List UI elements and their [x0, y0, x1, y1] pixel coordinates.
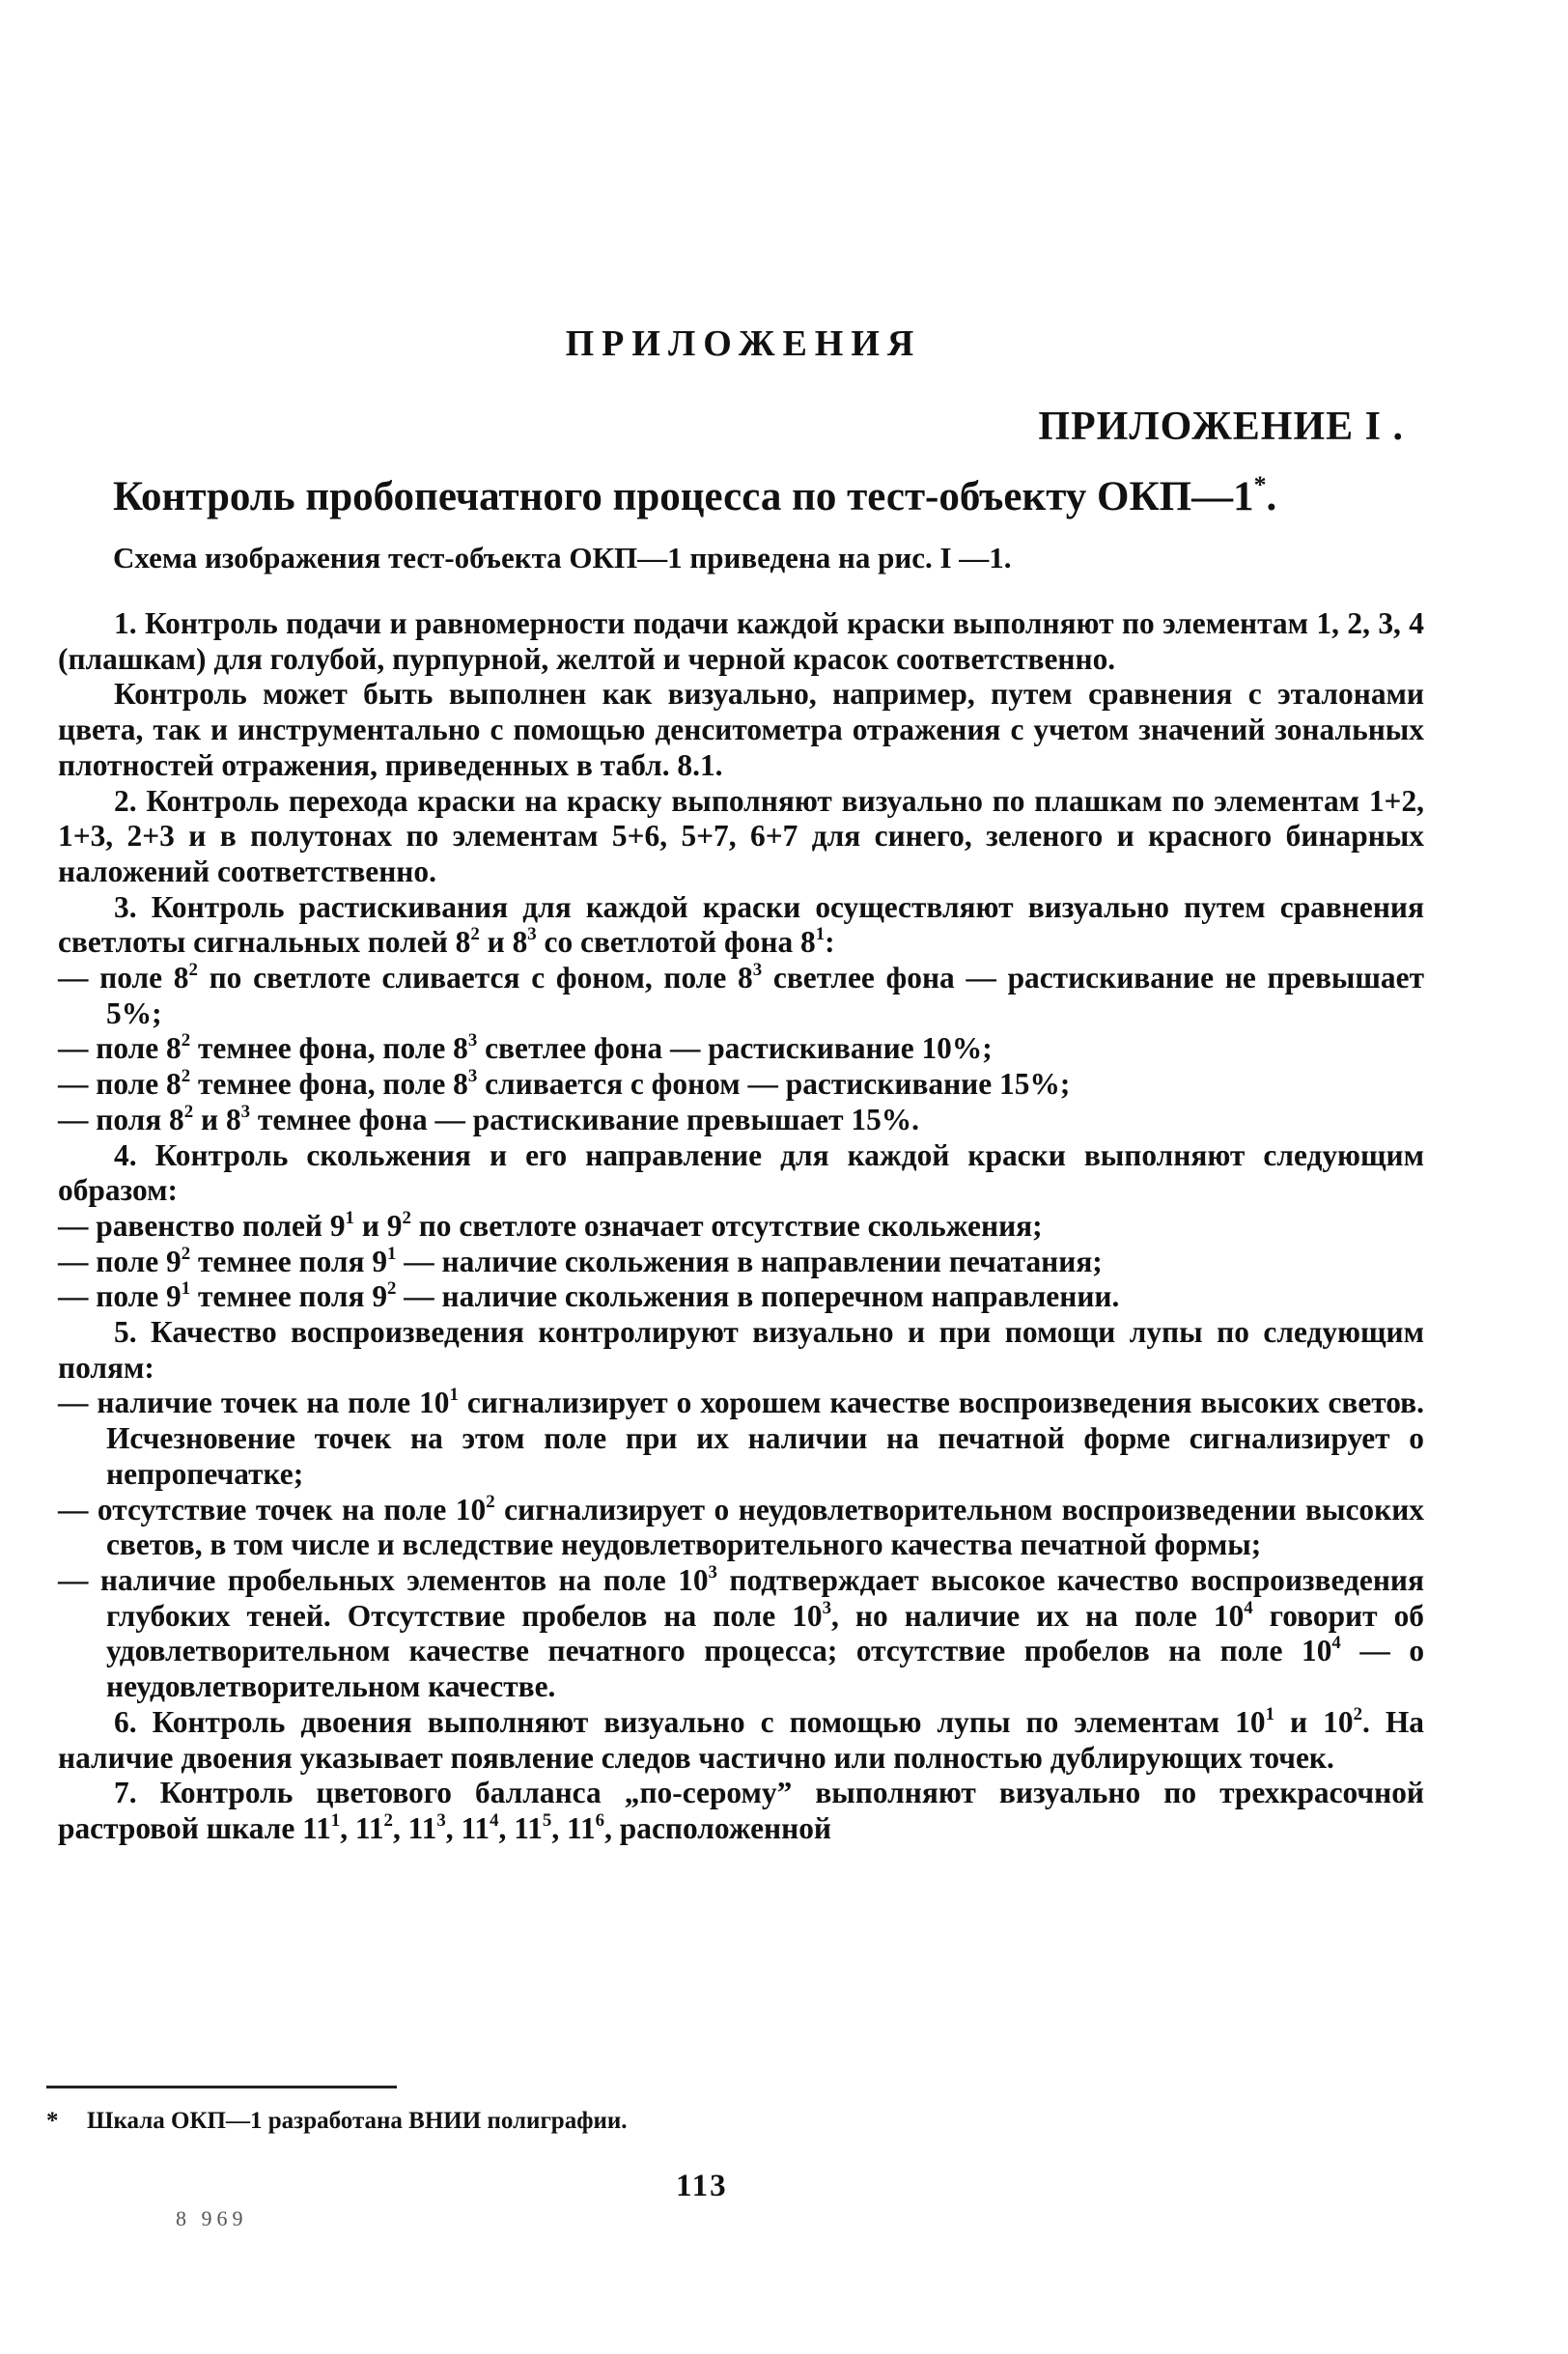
footnote [46, 2108, 628, 2135]
paragraph-3: 2. Контроль перехода краски на краску выполняют визуально по плашкам по элементам 1+2, 1+3, 2+3 и в полутонах по элементам 5+6, 5+7, 6+7 для синего, зеленого и красного бинарных наложений соответственно. [58, 783, 1424, 888]
dash-item-9: — отсутствие точек на поле $10^2$ сигнализирует о неудовлетворительном воспроизведении высоких светов, в том числе и вследствие неудовлетворительного качества печатной формы; [58, 1491, 1424, 1562]
dash-item-2: — поле $8^2$ темнее фона, поле $8^3$ светлее фона — растискивание 10%; [58, 1030, 993, 1066]
dash-item-1: — поле $8^2$ по светлоте сливается с фоном, поле $8^3$ светлее фона — растискивание не превышает 5%; [58, 959, 1424, 1030]
dash-item-4: — поля $8^2$ и $8^3$ темнее фона — растискивание превышает 15%. [58, 1101, 920, 1136]
appendix-title: ПРИЛОЖЕНИЕ I . [1038, 405, 1404, 449]
paragraph-6: 5. Качество воспроизведения контролируют визуально и при помощи лупы по следующим полям: [58, 1315, 1424, 1385]
document-subheading: Схема изображения тест-объекта ОКП—1 приведена на рис. I —1. [113, 541, 1012, 574]
paragraph-4: 3. Контроль растискивания для каждой краски осуществляют визуально путем сравнения светлоты сигнальных полей $8^2$ и $8^3$ со светлотой фона $8^1$: [58, 889, 1424, 960]
body-text [58, 606, 1424, 1847]
printer-signature: 8 969 [176, 2206, 248, 2230]
section-title: ПРИЛОЖЕНИЯ [565, 323, 922, 364]
paragraph-5: 4. Контроль скольжения и его направление для каждой краски выполняют следующим образом: [58, 1137, 1424, 1208]
dash-item-6: — поле $9^2$ темнее поля $9^1$ — наличие скольжения в направлении печатания; [58, 1243, 1103, 1278]
dash-item-10: — наличие пробельных элементов на поле $10^3$ подтверждает высокое качество воспроизведения глубоких теней. Отсутствие пробелов на поле $10^3$, но наличие их на поле $10^4$ говорит об удовлетворительном качестве печатного процесса; отсутствие пробелов на поле $10^4$ — о неудовлетворительном качестве. [58, 1561, 1425, 1704]
heading-text: Контроль пробопечатного процесса по тест-объекту ОКП—1 [113, 474, 1254, 519]
paragraph-8: 7. Контроль цветового балланса „по-серому” выполняют визуально по трехкрасочной растровой шкале $11^1$, $11^2$, $11^3$, $11^4$, $11^5$, $11^6$, расположенной [58, 1776, 1424, 1845]
document-heading [113, 469, 1277, 520]
dash-item-5: — равенство полей $9^1$ и $9^2$ по светлоте означает отсутствие скольжения; [58, 1207, 1043, 1243]
paragraph-7: 6. Контроль двоения выполняют визуально с помощью лупы по элементам $10^1$ и $10^2$. На наличие двоения указывает появление следов частично или полностью дублирующих точек. [58, 1703, 1424, 1775]
page-number: 113 [676, 2169, 728, 2203]
paragraph-2: Контроль может быть выполнен как визуально, например, путем сравнения с эталонами цвета, так и инструментально с помощью денситометра отражения с учетом значений зональных плотностей отражения, приведенных в табл. 8.1. [58, 677, 1424, 782]
paragraph-1: 1. Контроль подачи и равномерности подачи каждой краски выполняют по элементам 1, 2, 3, 4 (плашкам) для голубой, пурпурной, желтой и черной красок соответственно. [58, 606, 1424, 676]
dash-item-7: — поле $9^1$ темнее поля $9^2$ — наличие скольжения в поперечном направлении. [58, 1278, 1120, 1314]
footnote-mark: * [46, 2108, 59, 2134]
heading-end: . [1266, 474, 1277, 519]
footnote-text: Шкала ОКП—1 разработана ВНИИ полиграфии. [87, 2108, 628, 2134]
footnote-divider [46, 2086, 397, 2088]
heading-footnote-mark: * [1253, 469, 1267, 498]
dash-item-3: — поле $8^2$ темнее фона, поле $8^3$ сливается с фоном — растискивание 15%; [58, 1065, 1071, 1102]
dash-item-8: — наличие точек на поле $10^1$ сигнализирует о хорошем качестве воспроизведения высоких светов. Исчезновение точек на этом поле при их наличии на печатной форме сигнализирует о непропечатке; [58, 1385, 1424, 1491]
